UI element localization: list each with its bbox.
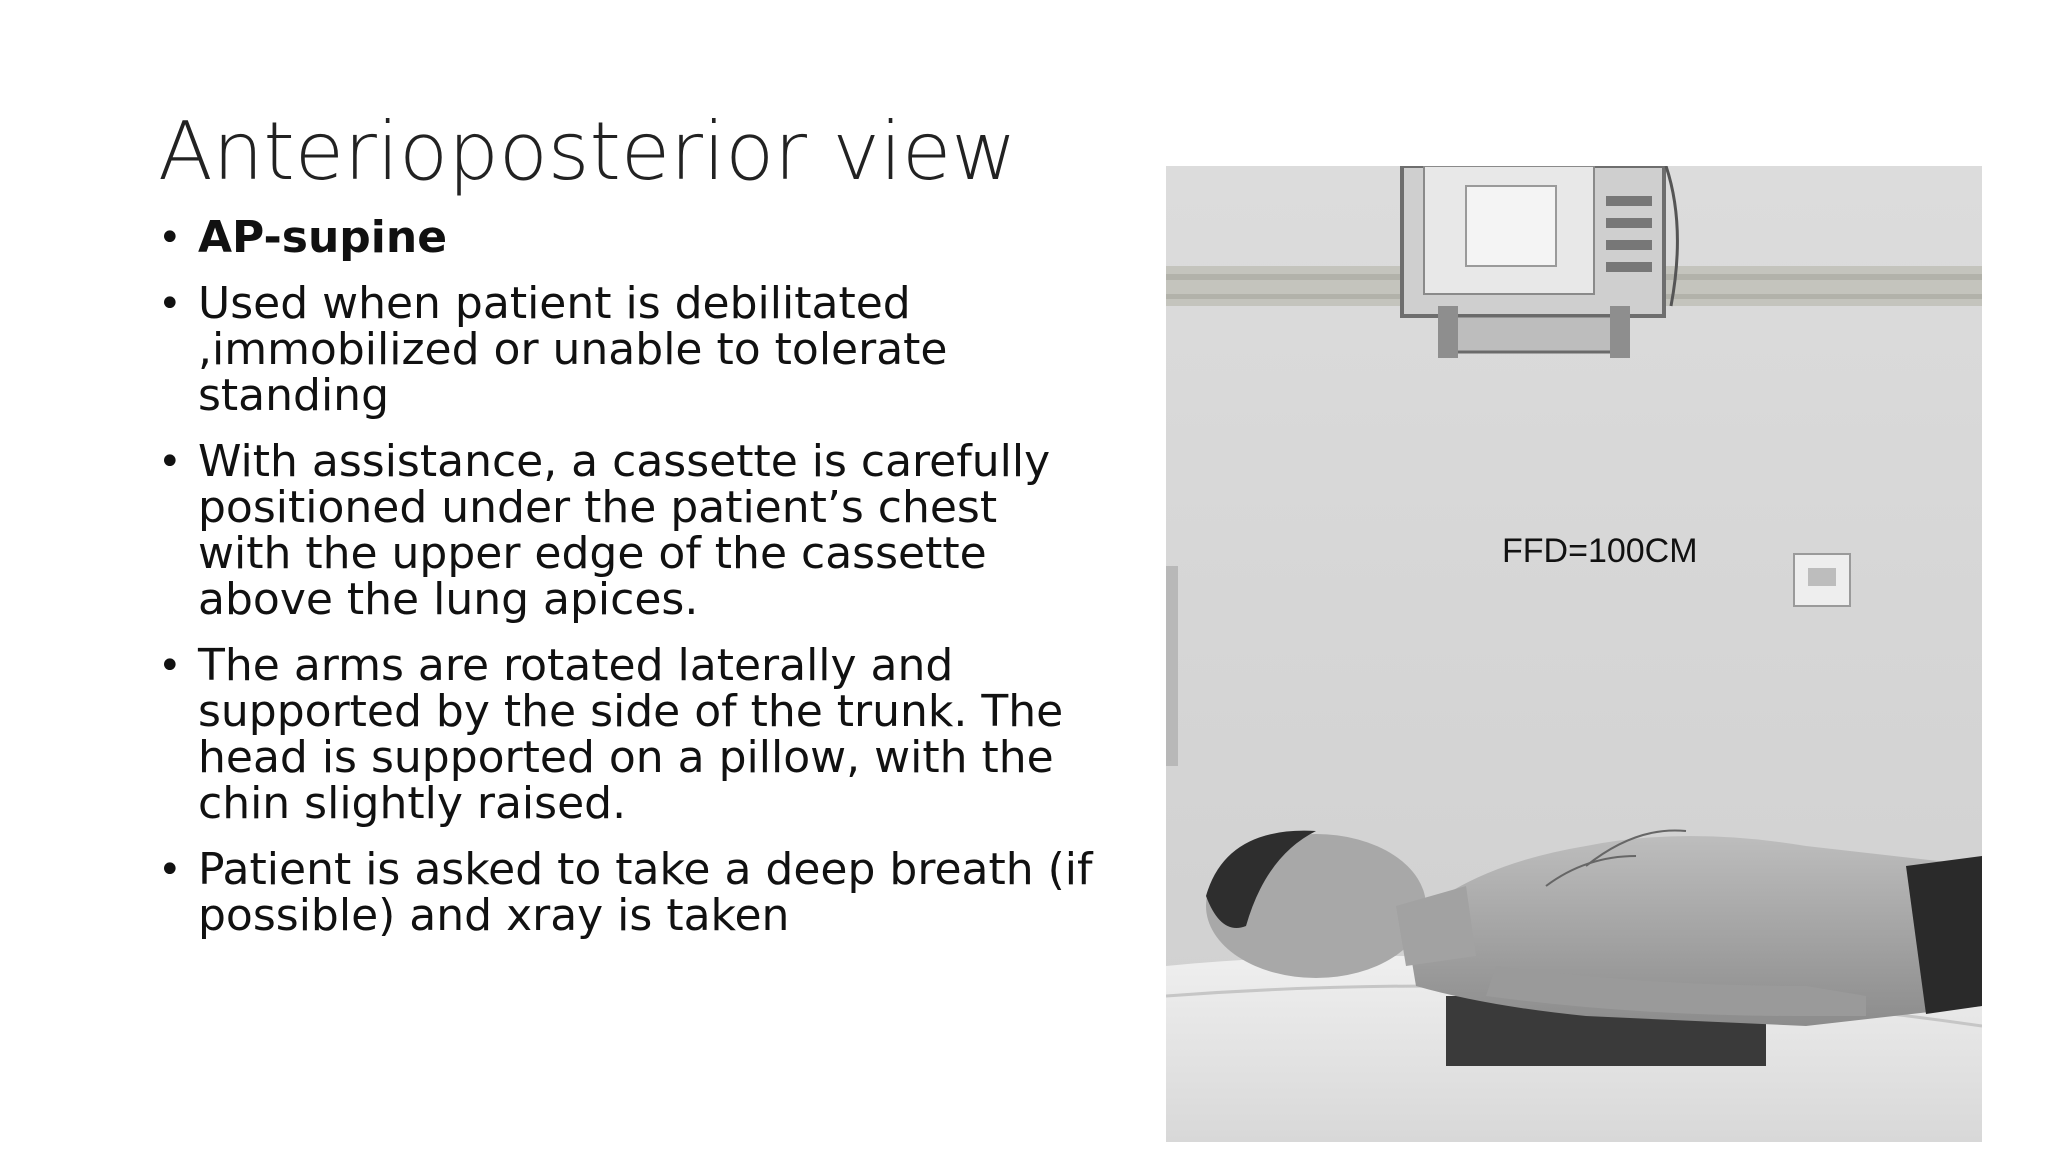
bullet-item bbox=[158, 640, 1098, 829]
slide-title: Anterioposterior view bbox=[158, 105, 1017, 198]
bullet-text: AP-supine bbox=[198, 212, 448, 263]
bullet-dot: • bbox=[158, 215, 182, 261]
bullet-text: With assistance, a cassette is carefully positioned under the patient’s chest with the upper edge of the cassette above the lung apices. bbox=[198, 436, 1051, 625]
bullet-list bbox=[158, 212, 1098, 959]
bullet-item bbox=[158, 436, 1098, 625]
bullet-text: Used when patient is debilitated ,immobilized or unable to tolerate standing bbox=[198, 278, 948, 421]
patient-photo-illustration bbox=[1166, 166, 1982, 1142]
bullet-dot: • bbox=[158, 847, 182, 893]
bullet-item bbox=[158, 278, 1098, 421]
bullet-item bbox=[158, 212, 1098, 263]
bullet-dot: • bbox=[158, 281, 182, 327]
bullet-text: The arms are rotated laterally and supported by the side of the trunk. The head is supported on a pillow, with the chin slightly raised. bbox=[198, 640, 1064, 829]
bullet-dot: • bbox=[158, 439, 182, 485]
bullet-dot: • bbox=[158, 643, 182, 689]
bullet-item bbox=[158, 844, 1098, 941]
bullet-text: Patient is asked to take a deep breath (if possible) and xray is taken bbox=[198, 844, 1093, 941]
wall-socket bbox=[1794, 554, 1850, 606]
patient-photo bbox=[1166, 166, 1982, 1142]
ffd-label: FFD=100CM bbox=[1502, 532, 1698, 570]
